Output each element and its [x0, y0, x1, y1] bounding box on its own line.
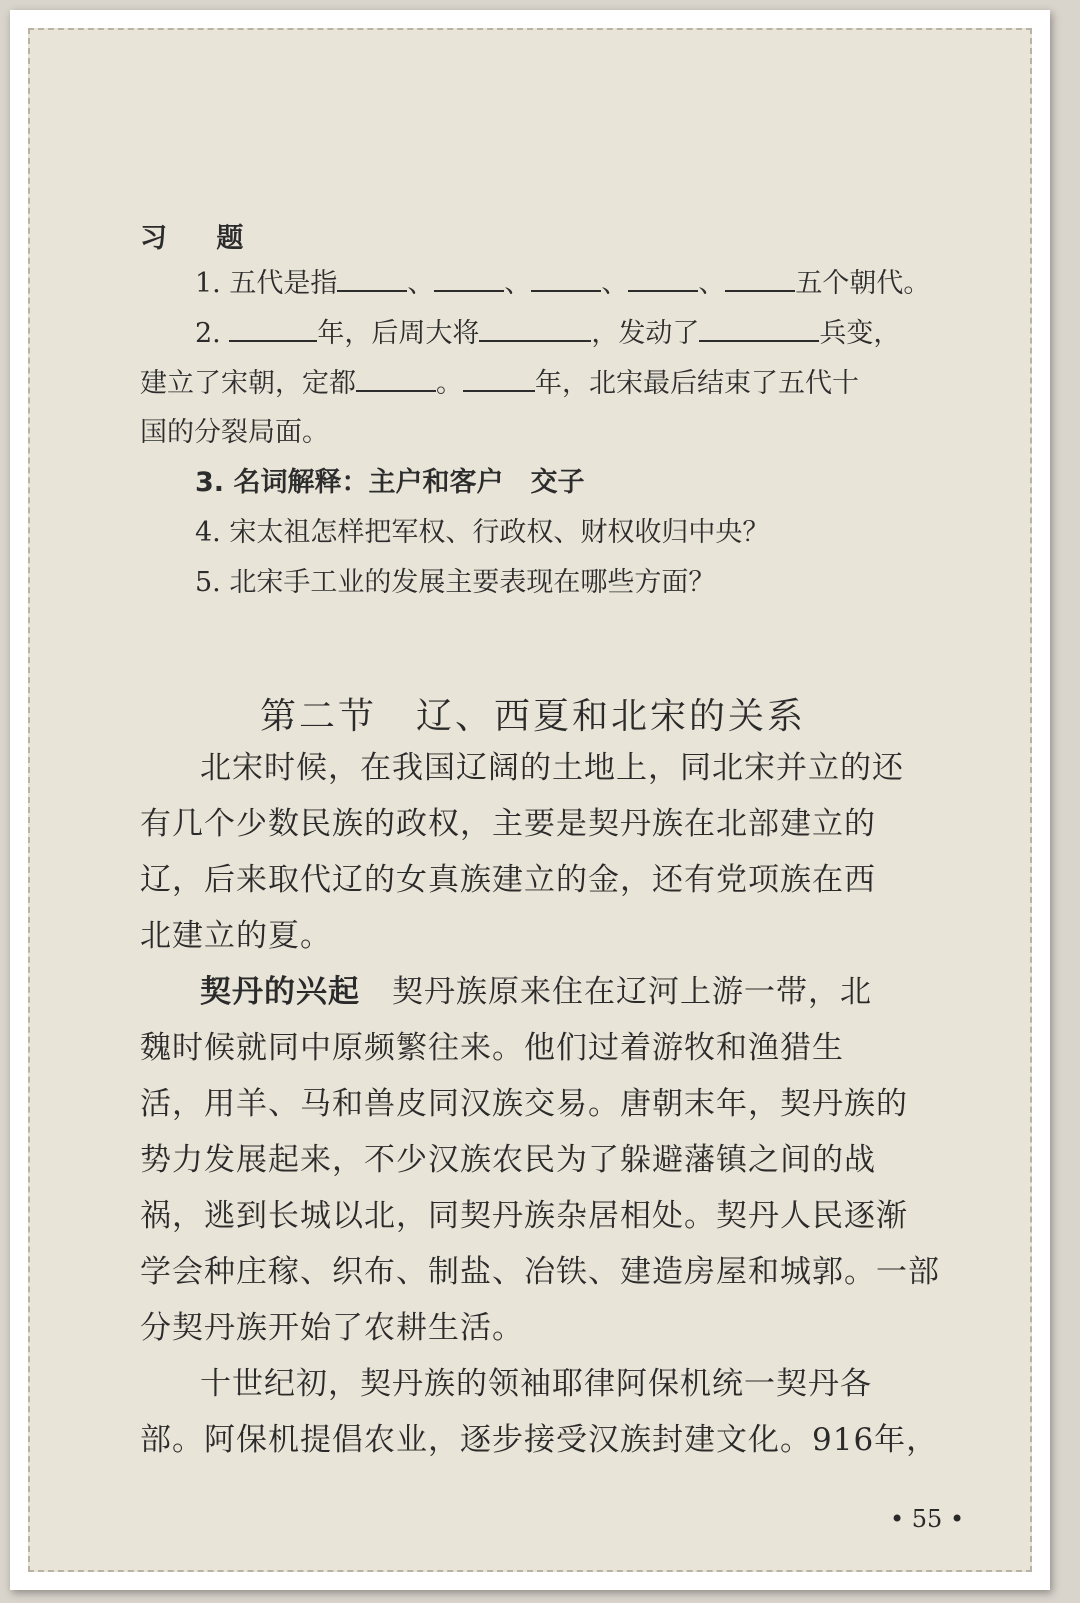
section-title: 第二节 辽、西夏和北宋的关系 [260, 696, 807, 737]
exercise-4: 4. 宋太祖怎样把军权、行政权、财权收归中央？ [195, 517, 770, 548]
blank-field [628, 266, 698, 292]
paragraph-line: 势力发展起来，不少汉族农民为了躲避藩镇之间的战 [140, 1142, 876, 1178]
blank-field [479, 316, 591, 342]
paragraph-line: 北建立的夏。 [140, 918, 332, 954]
paragraph-line: 祸，逃到长城以北，同契丹族杂居相处。契丹人民逐渐 [140, 1198, 908, 1234]
exercise-2-line-3: 国的分裂局面。 [140, 417, 329, 448]
page-number: • 55 • [890, 1505, 965, 1533]
paragraph-line: 部。阿保机提倡农业，逐步接受汉族封建文化。916年， [140, 1422, 939, 1458]
blank-field [531, 266, 601, 292]
paragraph-line: 活，用羊、马和兽皮同汉族交易。唐朝末年，契丹族的 [140, 1086, 908, 1122]
photo-frame [10, 10, 1050, 1590]
exercise-3: 3. 名词解释：主户和客户 交子 [195, 467, 585, 498]
blank-field [434, 266, 504, 292]
exercise-5: 5. 北宋手工业的发展主要表现在哪些方面？ [195, 567, 716, 598]
blank-field [699, 316, 819, 342]
paragraph-line: 学会种庄稼、织布、制盐、冶铁、建造房屋和城郭。一部 [140, 1254, 940, 1290]
blank-field [725, 266, 795, 292]
paragraph-line: 辽，后来取代辽的女真族建立的金，还有党项族在西 [140, 862, 876, 898]
blank-field [337, 266, 407, 292]
exercises-heading: 习 题 [140, 223, 264, 254]
exercise-1: 1. 五代是指 、 、 、 、 五个朝代。 [195, 268, 931, 299]
paragraph-line: 十世纪初，契丹族的领袖耶律阿保机统一契丹各 [200, 1366, 872, 1402]
blank-field [463, 366, 535, 392]
exercise-2-line-2: 建立了宋朝，定都 。 年，北宋最后结束了五代十 [140, 368, 859, 399]
paragraph-line: 分契丹族开始了农耕生活。 [140, 1310, 524, 1346]
paragraph-line: 有几个少数民族的政权，主要是契丹族在北部建立的 [140, 806, 876, 842]
blank-field [356, 366, 436, 392]
paragraph-line: 契丹的兴起 契丹族原来住在辽河上游一带，北 [200, 974, 872, 1010]
book-page [28, 28, 1032, 1572]
exercise-2: 2. 年，后周大将 ，发动了 兵变， [195, 318, 901, 349]
subsection-heading: 契丹的兴起 [200, 974, 360, 1010]
paragraph-line: 魏时候就同中原频繁往来。他们过着游牧和渔猎生 [140, 1030, 844, 1066]
paragraph-line: 北宋时候，在我国辽阔的土地上，同北宋并立的还 [200, 750, 904, 786]
blank-field [229, 316, 317, 342]
